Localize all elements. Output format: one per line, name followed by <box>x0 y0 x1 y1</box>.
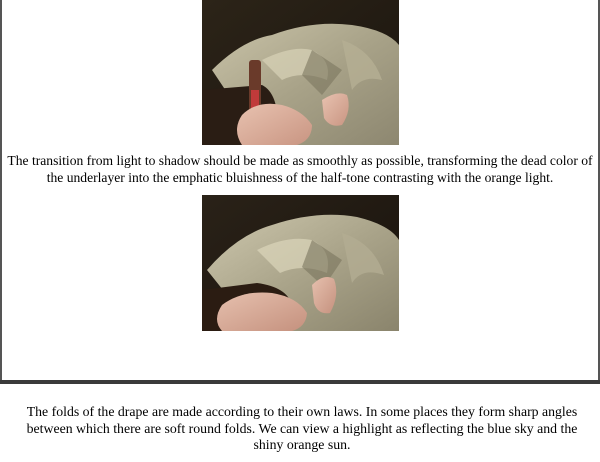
drape-holding-photo <box>202 195 399 331</box>
caption-light-to-shadow: The transition from light to shadow should be made as smoothly as possible, transforming the dead color of the underlayer into the emphatic bluishness of the half-tone contrasting with the orange light. <box>7 153 593 185</box>
drape-painting-image <box>202 0 399 145</box>
drape-holding-image <box>202 195 399 331</box>
drape-painting-photo <box>202 0 399 145</box>
caption-drape-folds: The folds of the drape are made according to their own laws. In some places they form sharp angles between which there are soft round folds. We can view a highlight as reflecting the blue sky and the shiny orange sun. <box>26 404 578 452</box>
section-divider <box>0 380 600 384</box>
